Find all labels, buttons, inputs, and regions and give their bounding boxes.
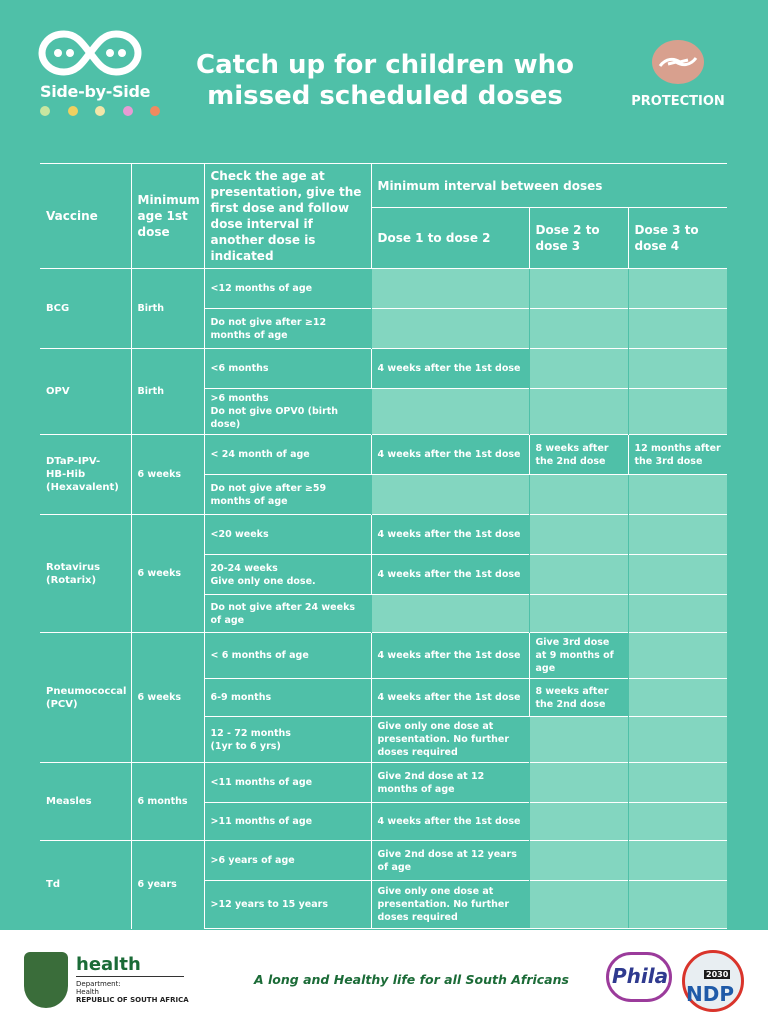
table-row [40, 841, 727, 881]
interval-d12 [371, 269, 529, 309]
age-condition: >12 years to 15 years [204, 881, 371, 929]
interval-d34 [628, 679, 727, 717]
department-text: Department: Health [76, 980, 121, 996]
interval-d23: 8 weeks after the 2nd dose [529, 679, 628, 717]
interval-d23 [529, 763, 628, 803]
health-divider [76, 976, 184, 977]
min-age: 6 weeks [131, 515, 204, 633]
interval-d34 [628, 349, 727, 389]
age-condition: Do not give after 24 weeks of age [204, 595, 371, 633]
interval-d23 [529, 881, 628, 929]
interval-d34: 12 months after the 3rd dose [628, 435, 727, 475]
interval-d12 [371, 309, 529, 349]
age-condition: <20 weeks [204, 515, 371, 555]
interval-d34 [628, 389, 727, 435]
vaccine-name: OPV [40, 349, 131, 435]
interval-d12: 4 weeks after the 1st dose [371, 349, 529, 389]
interval-d12: Give 2nd dose at 12 months of age [371, 763, 529, 803]
interval-d12: 4 weeks after the 1st dose [371, 679, 529, 717]
interval-d12: 4 weeks after the 1st dose [371, 435, 529, 475]
header-min-age: Minimum age 1st dose [131, 164, 204, 269]
catch-up-table-container [40, 163, 727, 929]
vaccine-name: Pneumococcal (PCV) [40, 633, 131, 763]
vaccine-name: DTaP-IPV- HB-Hib (Hexavalent) [40, 435, 131, 515]
min-age: 6 weeks [131, 633, 204, 763]
interval-d34 [628, 309, 727, 349]
age-condition: Do not give after ≥12 months of age [204, 309, 371, 349]
protection-icon-small [95, 106, 105, 116]
interval-d23: Give 3rd dose at 9 months of age [529, 633, 628, 679]
interval-d23 [529, 389, 628, 435]
interval-d23: 8 weeks after the 2nd dose [529, 435, 628, 475]
interval-d34 [628, 595, 727, 633]
table-row [40, 435, 727, 475]
interval-d12: 4 weeks after the 1st dose [371, 515, 529, 555]
header-dose-1-2: Dose 1 to dose 2 [371, 208, 529, 269]
min-age: 6 years [131, 841, 204, 929]
interval-d12 [371, 475, 529, 515]
interval-d12: Give only one dose at presentation. No further doses required [371, 717, 529, 763]
interval-d23 [529, 349, 628, 389]
ndp-year: 2030 [706, 970, 729, 979]
interval-d34 [628, 475, 727, 515]
interval-d12: Give 2nd dose at 12 years of age [371, 841, 529, 881]
interval-d23 [529, 717, 628, 763]
table-row [40, 515, 727, 555]
header-vaccine: Vaccine [40, 164, 131, 269]
table-row [40, 349, 727, 389]
footer [0, 930, 768, 1024]
age-condition: 20-24 weeks Give only one dose. [204, 555, 371, 595]
age-condition: < 6 months of age [204, 633, 371, 679]
interval-d34 [628, 269, 727, 309]
table-row [40, 269, 727, 309]
page-title: Catch up for children who missed scheduled doses [195, 50, 574, 111]
header [0, 0, 768, 160]
table-body [40, 269, 727, 929]
interval-d34 [628, 515, 727, 555]
slogan: A long and Healthy life for all South Africans [254, 972, 569, 987]
coat-of-arms-icon [24, 952, 68, 1008]
interval-d12: Give only one dose at presentation. No further doses required [371, 881, 529, 929]
min-age: Birth [131, 269, 204, 349]
table-row [40, 633, 727, 679]
interval-d12 [371, 389, 529, 435]
interval-d23 [529, 595, 628, 633]
extra-care-icon [150, 106, 160, 116]
side-by-side-logo [38, 26, 168, 80]
age-condition: >6 years of age [204, 841, 371, 881]
care-icon [68, 106, 78, 116]
age-condition: <11 months of age [204, 763, 371, 803]
interval-d12: 4 weeks after the 1st dose [371, 555, 529, 595]
country-text: REPUBLIC OF SOUTH AFRICA [76, 996, 189, 1004]
interval-d12: 4 weeks after the 1st dose [371, 633, 529, 679]
min-age: 6 months [131, 763, 204, 841]
interval-d23 [529, 555, 628, 595]
interval-d34 [628, 763, 727, 803]
header-dose-3-4: Dose 3 to dose 4 [628, 208, 727, 269]
interval-d34 [628, 881, 727, 929]
protection-hands-icon [652, 40, 704, 84]
age-condition: >6 months Do not give OPV0 (birth dose) [204, 389, 371, 435]
vaccine-name: BCG [40, 269, 131, 349]
vaccine-name: Rotavirus (Rotarix) [40, 515, 131, 633]
brand-icons [40, 106, 160, 116]
age-condition: >11 months of age [204, 803, 371, 841]
age-condition: 6-9 months [204, 679, 371, 717]
interval-d23 [529, 803, 628, 841]
age-condition: <6 months [204, 349, 371, 389]
age-condition: < 24 month of age [204, 435, 371, 475]
brand-name: Side-by-Side [40, 82, 151, 101]
vaccine-name: Td [40, 841, 131, 929]
min-age: 6 weeks [131, 435, 204, 515]
interval-d23 [529, 475, 628, 515]
interval-d23 [529, 515, 628, 555]
interval-d23 [529, 309, 628, 349]
health-logo-text: health [76, 954, 141, 975]
age-condition: Do not give after ≥59 months of age [204, 475, 371, 515]
interval-d12 [371, 595, 529, 633]
interval-d34 [628, 803, 727, 841]
catch-up-table [40, 163, 727, 929]
interval-d34 [628, 841, 727, 881]
interval-d34 [628, 717, 727, 763]
table-row [40, 763, 727, 803]
nutrition-icon [40, 106, 50, 116]
interval-d34 [628, 555, 727, 595]
header-min-interval: Minimum interval between doses [371, 164, 727, 208]
interval-d34 [628, 633, 727, 679]
header-check-age: Check the age at presentation, give the first dose and follow dose interval if another dose is indicated [204, 164, 371, 269]
protection-label: PROTECTION [631, 94, 725, 109]
interval-d12: 4 weeks after the 1st dose [371, 803, 529, 841]
phila-logo-text: Phila [612, 964, 669, 988]
interval-d23 [529, 269, 628, 309]
ndp-logo-text: NDP [686, 982, 734, 1006]
age-condition: <12 months of age [204, 269, 371, 309]
vaccine-name: Measles [40, 763, 131, 841]
min-age: Birth [131, 349, 204, 435]
interval-d23 [529, 841, 628, 881]
header-dose-2-3: Dose 2 to dose 3 [529, 208, 628, 269]
healthcare-icon [123, 106, 133, 116]
age-condition: 12 - 72 months (1yr to 6 yrs) [204, 717, 371, 763]
